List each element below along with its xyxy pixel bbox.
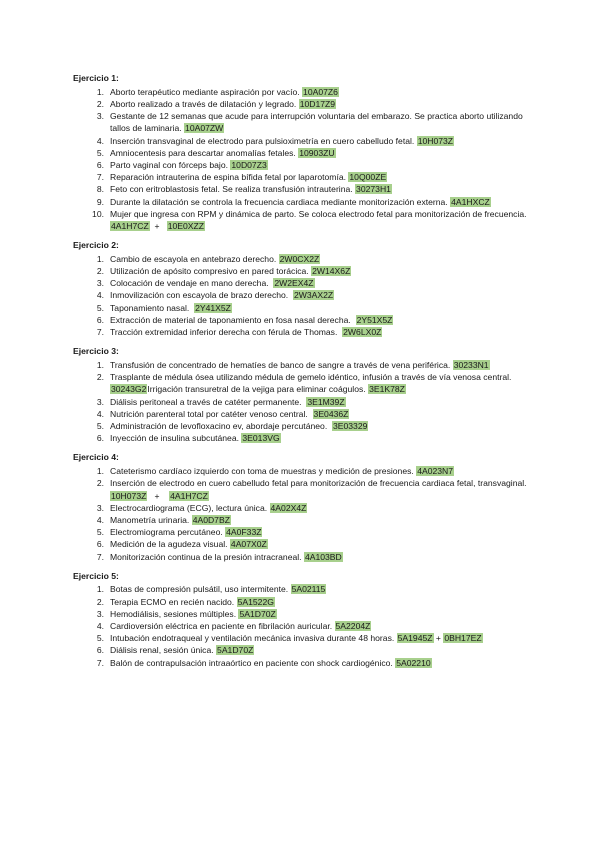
item-text-segment: Trasplante de médula ósea utilizando médula de gemelo idéntico, infusión a través de vía venosa central. (110, 372, 517, 383)
item-text-segment: Feto con eritroblastosis fetal. Se realiza transfusión intrauterina. (110, 184, 356, 195)
item-text-segment: Cardioversión eléctrica en paciente en fibrilación auricular. (110, 621, 335, 632)
document-body (73, 72, 533, 676)
item-text (110, 148, 336, 158)
exercise-list (73, 359, 533, 444)
item-text-segment: Botas de compresión pulsátil, uso intermitente. (110, 584, 291, 595)
item-text-segment: Tracción extremidad inferior derecha con férula de Thomas. (110, 327, 343, 338)
item-text (110, 397, 346, 407)
item-text (110, 99, 336, 109)
item-number: 2. (96, 98, 104, 109)
exercise-title: Ejercicio 3: (73, 346, 119, 357)
item-text (110, 527, 262, 537)
item-text (110, 360, 490, 370)
procedure-code: 4A02X4Z (270, 502, 307, 513)
item-text (110, 515, 231, 525)
list-item (73, 514, 533, 526)
list-item (73, 135, 533, 147)
item-text (110, 633, 483, 643)
item-number: 9. (96, 196, 104, 207)
procedure-code: 5A1D70Z (239, 608, 276, 619)
procedure-code: 10903ZU (299, 147, 335, 158)
exercise-section (73, 570, 533, 669)
procedure-code: 4A0F33Z (226, 527, 262, 538)
list-item (73, 253, 533, 265)
procedure-code: 30233N1 (453, 359, 489, 370)
item-text-segment: Taponamiento nasal. (110, 302, 195, 313)
list-item (73, 502, 533, 514)
item-text (110, 278, 315, 288)
item-text-segment: Diálisis renal, sesión única. (110, 645, 217, 656)
list-item (73, 465, 533, 477)
procedure-code: 4A07X0Z (230, 539, 267, 550)
list-item (73, 159, 533, 171)
item-text-segment: Mujer que ingresa con RPM y dinámica de parto. Se coloca electrodo fetal para monitorización de frecuencia. (110, 208, 527, 219)
list-item (73, 326, 533, 338)
item-number: 4. (96, 135, 104, 146)
item-number: 1. (96, 86, 104, 97)
list-item (73, 110, 533, 134)
procedure-code: 2Y41X5Z (195, 302, 231, 313)
list-item (73, 596, 533, 608)
item-text-segment: Intubación endotraqueal y ventilación mecánica invasiva durante 48 horas. (110, 633, 397, 644)
procedure-code: 3E1M39Z (307, 396, 345, 407)
item-text-segment: Monitorización continua de la presión intracraneal. (110, 551, 304, 562)
item-text-segment: Electrocardiograma (ECG), lectura única. (110, 502, 270, 513)
item-text-segment: Diálisis peritoneal a través de catéter permanente. (110, 396, 307, 407)
item-text (110, 290, 334, 300)
item-text-segment: Hemodiálisis, sesiones múltiples. (110, 608, 239, 619)
list-item (73, 302, 533, 314)
item-text (110, 539, 268, 549)
list-item (73, 86, 533, 98)
item-number: 5. (96, 302, 104, 313)
item-number: 3. (96, 502, 104, 513)
procedure-code: 10Q00ZE (349, 172, 387, 183)
list-item (73, 396, 533, 408)
item-text (110, 254, 320, 264)
procedure-code: 3E013VG (242, 433, 280, 444)
exercise-section (73, 345, 533, 444)
item-number: 4. (96, 290, 104, 301)
item-number: 7. (96, 172, 104, 183)
item-text (110, 621, 371, 631)
item-text-segment: Administración de levofloxacino ev, abordaje percutáneo. (110, 420, 332, 431)
item-text (110, 303, 232, 313)
item-number: 4. (96, 408, 104, 419)
procedure-code: 10H073Z (417, 135, 454, 146)
item-text-segment: Terapia ECMO en recién nacido. (110, 596, 237, 607)
list-item (73, 620, 533, 632)
list-item (73, 196, 533, 208)
item-text (110, 552, 343, 562)
item-number: 5. (96, 420, 104, 431)
exercise-section (73, 451, 533, 562)
item-number: 6. (96, 314, 104, 325)
exercise-section (73, 72, 533, 232)
item-text (110, 597, 275, 607)
procedure-code: 4A1HXCZ (451, 196, 490, 207)
procedure-code: 30273H1 (356, 184, 391, 195)
item-number: 5. (96, 633, 104, 644)
item-number: 4. (96, 621, 104, 632)
procedure-code: 5A1522G (237, 596, 274, 607)
list-item (73, 632, 533, 644)
item-text-segment: Colocación de vendaje en mano derecha. (110, 278, 274, 289)
procedure-code: 0BH17EZ (444, 633, 482, 644)
procedure-code: 2W0CX2Z (279, 253, 320, 264)
item-number: 2. (96, 266, 104, 277)
item-text-segment: Utilización de apósito compresivo en pared torácica. (110, 266, 312, 277)
item-text-segment: Medición de la agudeza visual. (110, 539, 230, 550)
list-item (73, 408, 533, 420)
procedure-code: 10E0XZZ (167, 220, 205, 231)
item-text-segment: Inmovilización con escayola de brazo derecho. (110, 290, 293, 301)
item-text (110, 421, 368, 431)
procedure-code: 5A1945Z (397, 633, 433, 644)
item-text (110, 266, 351, 276)
list-item (73, 657, 533, 669)
item-number: 4. (96, 514, 104, 525)
item-number: 6. (96, 645, 104, 656)
item-text-segment: Durante la dilatación se controla la frecuencia cardiaca mediante monitorización externa. (110, 196, 451, 207)
item-number: 5. (96, 527, 104, 538)
item-text (110, 111, 523, 133)
item-number: 7. (96, 551, 104, 562)
item-text-segment: Parto vaginal con fórceps bajo. (110, 159, 231, 170)
item-number: 1. (96, 253, 104, 264)
item-text-segment: + (149, 220, 167, 231)
item-number: 7. (96, 657, 104, 668)
list-item (73, 289, 533, 301)
exercise-title: Ejercicio 1: (73, 73, 119, 83)
procedure-code: 5A02210 (396, 657, 431, 668)
item-number: 3. (96, 608, 104, 619)
procedure-code: 5A2204Z (335, 621, 371, 632)
item-text-segment: Inserción de electrodo en cuero cabelludo fetal para monitorización de frecuencia cardiaca fetal, transvaginal. (110, 478, 527, 489)
item-text-segment: Reparación intrauterina de espina bífida fetal por laparotomía. (110, 172, 349, 183)
procedure-code: 2W3AX2Z (293, 290, 334, 301)
procedure-code: 4A103BD (304, 551, 342, 562)
item-text-segment: Aborto terapéutico mediante aspiración por vacío. (110, 86, 303, 97)
exercise-title: Ejercicio 5: (73, 570, 119, 581)
item-text (110, 209, 527, 231)
list-item (73, 277, 533, 289)
item-text (110, 372, 516, 394)
item-number: 3. (96, 111, 104, 122)
item-number: 6. (96, 539, 104, 550)
item-text (110, 197, 491, 207)
procedure-code: 3E0436Z (313, 408, 349, 419)
list-item (73, 583, 533, 595)
exercise-title: Ejercicio 2: (73, 240, 119, 251)
list-item (73, 183, 533, 195)
item-text (110, 466, 454, 476)
item-number: 1. (96, 584, 104, 595)
list-item (73, 98, 533, 110)
item-text (110, 645, 254, 655)
exercise-list (73, 465, 533, 563)
item-text-segment: + (147, 490, 170, 501)
item-text-segment: Extracción de material de taponamiento en fosa nasal derecha. (110, 314, 356, 325)
item-text-segment: Balón de contrapulsación intraaórtico en paciente con shock cardiogénico. (110, 657, 396, 668)
procedure-code: 10H073Z (111, 490, 147, 501)
item-text (110, 327, 382, 337)
item-text (110, 160, 268, 170)
procedure-code: 10A07ZW (185, 123, 224, 134)
list-item (73, 432, 533, 444)
item-text (110, 184, 392, 194)
item-text-segment: Transfusión de concentrado de hematíes de banco de sangre a través de vena periférica. (110, 359, 453, 370)
item-text (110, 609, 277, 619)
list-item (73, 208, 533, 232)
item-text-segment: Manometría urinaria. (110, 514, 192, 525)
item-text (110, 584, 326, 594)
item-text (110, 172, 387, 182)
item-number: 1. (96, 359, 104, 370)
list-item (73, 526, 533, 538)
procedure-code: 4A023N7 (417, 466, 454, 477)
procedure-code: 4A0D7BZ (192, 514, 230, 525)
procedure-code: 3E03329 (332, 420, 368, 431)
item-text (110, 478, 527, 500)
list-item (73, 314, 533, 326)
procedure-code: 2W6LX0Z (343, 327, 382, 338)
list-item (73, 477, 533, 501)
procedure-code: 4A1H7CZ (170, 490, 208, 501)
exercise-list (73, 253, 533, 338)
item-number: 10. (92, 208, 104, 219)
procedure-code: 2W14X6Z (312, 266, 351, 277)
procedure-code: 2Y51X5Z (356, 314, 393, 325)
item-number: 8. (96, 184, 104, 195)
item-text-segment: Gestante de 12 semanas que acude para interrupción voluntaria del embarazo. Se practica aborto utilizando tallos de laminaria. (110, 111, 523, 134)
item-text (110, 409, 349, 419)
item-text-segment: Inyección de insulina subcutánea. (110, 433, 242, 444)
procedure-code: 4A1H7CZ (111, 220, 149, 231)
item-text-segment: Cambio de escayola en antebrazo derecho. (110, 253, 279, 264)
exercise-list (73, 583, 533, 668)
item-text-segment: Nutrición parenteral total por catéter venoso central. (110, 408, 313, 419)
item-number: 5. (96, 147, 104, 158)
list-item (73, 147, 533, 159)
exercise-section (73, 239, 533, 338)
item-number: 7. (96, 327, 104, 338)
procedure-code: 5A02115 (291, 584, 326, 595)
item-number: 1. (96, 466, 104, 477)
procedure-code: 3E1K78Z (369, 384, 405, 395)
item-text-segment: Aborto realizado a través de dilatación y legrado. (110, 98, 299, 109)
item-number: 3. (96, 278, 104, 289)
item-text-segment: Electromiograma percutáneo. (110, 527, 226, 538)
item-text-segment: + (433, 633, 444, 644)
item-text-segment: Amniocentesis para descartar anomalías fetales. (110, 147, 299, 158)
list-item (73, 608, 533, 620)
procedure-code: 10A07Z6 (303, 86, 338, 97)
item-text-segment: Irrigación transuretral de la vejiga para eliminar coágulos. (147, 384, 369, 395)
list-item (73, 371, 533, 395)
list-item (73, 171, 533, 183)
item-text (110, 433, 281, 443)
item-text (110, 503, 307, 513)
item-text (110, 87, 339, 97)
procedure-code: 30243G2 (111, 384, 147, 395)
exercise-title: Ejercicio 4: (73, 452, 119, 463)
item-text (110, 136, 454, 146)
list-item (73, 265, 533, 277)
item-number: 3. (96, 396, 104, 407)
procedure-code: 2W2EX4Z (274, 278, 314, 289)
exercise-list (73, 86, 533, 232)
item-text (110, 658, 432, 668)
list-item (73, 420, 533, 432)
procedure-code: 10D17Z9 (299, 98, 336, 109)
item-number: 6. (96, 433, 104, 444)
procedure-code: 10D07Z3 (231, 159, 267, 170)
item-number: 6. (96, 159, 104, 170)
item-number: 2. (96, 372, 104, 383)
item-text-segment: Inserción transvaginal de electrodo para pulsioximetría en cuero cabelludo fetal. (110, 135, 417, 146)
item-number: 2. (96, 478, 104, 489)
list-item (73, 538, 533, 550)
list-item (73, 359, 533, 371)
list-item (73, 644, 533, 656)
procedure-code: 5A1D70Z (217, 645, 254, 656)
item-number: 2. (96, 596, 104, 607)
list-item (73, 551, 533, 563)
item-text-segment: Cateterismo cardíaco izquierdo con toma de muestras y medición de presiones. (110, 466, 417, 477)
item-text (110, 315, 393, 325)
